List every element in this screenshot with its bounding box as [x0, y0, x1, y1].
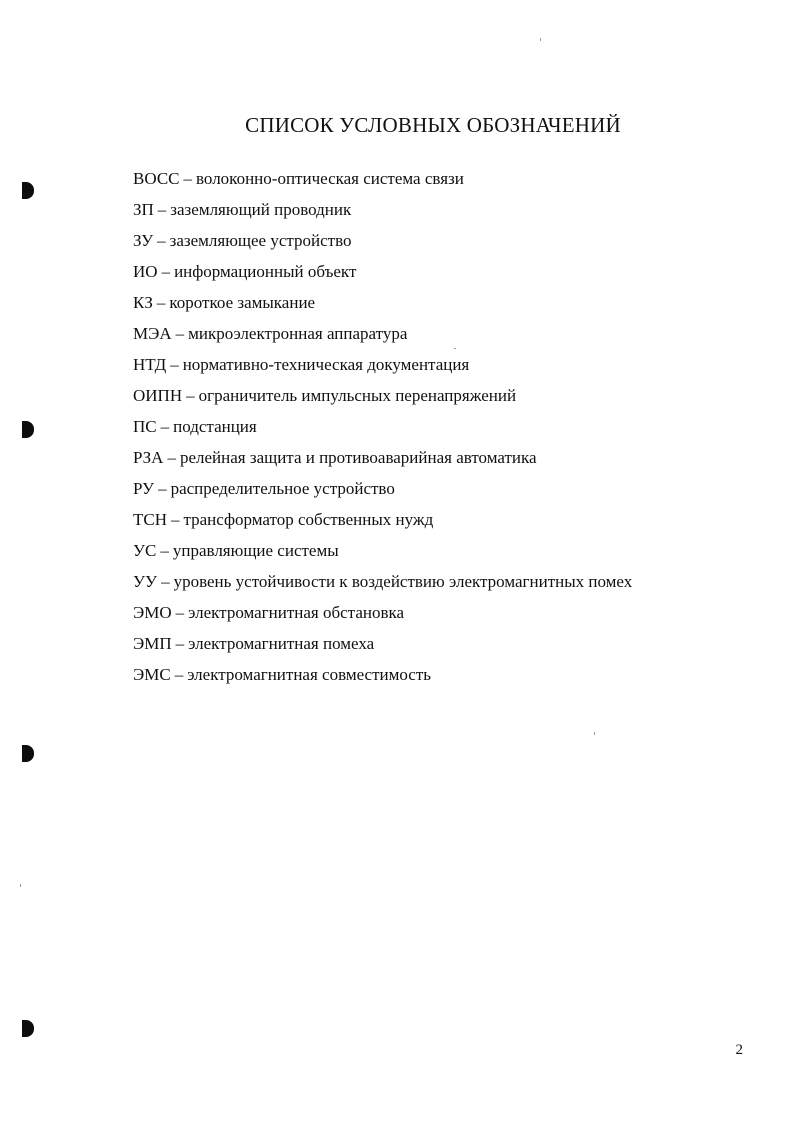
- abbreviation-entry: [133, 446, 632, 477]
- abbreviation-entry: [133, 167, 632, 198]
- abbreviation-dash: –: [161, 262, 171, 281]
- abbreviation-term: РЗА: [133, 448, 164, 467]
- abbreviation-entry: [133, 384, 632, 415]
- abbreviation-definition: информационный объект: [174, 262, 357, 281]
- abbreviation-term: КЗ: [133, 293, 153, 312]
- abbreviation-entry: [133, 322, 632, 353]
- abbreviation-definition: волоконно-оптическая система связи: [196, 169, 464, 188]
- abbreviation-dash: –: [158, 479, 167, 498]
- abbreviation-entry: [133, 198, 632, 229]
- abbreviation-entry: [133, 477, 632, 508]
- page-title: СПИСОК УСЛОВНЫХ ОБОЗНАЧЕНИЙ: [245, 113, 621, 137]
- abbreviation-entry: [133, 601, 632, 632]
- abbreviation-term: ЗП: [133, 200, 154, 219]
- abbreviation-definition: микроэлектронная аппаратура: [188, 324, 408, 343]
- punch-hole-mark: [22, 745, 34, 762]
- abbreviation-entry: [133, 229, 632, 260]
- abbreviation-definition: заземляющее устройство: [169, 231, 352, 250]
- abbreviation-dash: –: [171, 510, 180, 529]
- abbreviation-dash: –: [186, 386, 195, 405]
- abbreviation-definition: уровень устойчивости к воздействию электромагнитных помех: [173, 572, 633, 591]
- abbreviation-dash: –: [161, 572, 170, 591]
- abbreviation-term: ПС: [133, 417, 157, 436]
- punch-hole-mark: [22, 421, 34, 438]
- abbreviation-definition: подстанция: [173, 417, 257, 436]
- abbreviation-term: УС: [133, 541, 157, 560]
- abbreviation-definition: нормативно-техническая документация: [182, 355, 470, 374]
- abbreviation-term: ОИПН: [133, 386, 183, 405]
- abbreviation-definition: электромагнитная совместимость: [187, 665, 432, 684]
- abbreviation-entry: [133, 353, 632, 384]
- abbreviation-entry: [133, 663, 632, 694]
- abbreviation-dash: –: [167, 448, 176, 467]
- abbreviation-dash: –: [160, 417, 170, 436]
- abbreviation-definition: ограничитель импульсных перенапряжений: [198, 386, 517, 405]
- scan-speck: [540, 38, 541, 41]
- abbreviation-dash: –: [170, 355, 179, 374]
- abbreviation-term: РУ: [133, 479, 155, 498]
- abbreviation-term: ТСН: [133, 510, 167, 529]
- abbreviation-definition: трансформатор собственных нужд: [183, 510, 434, 529]
- abbreviation-definition: распределительное устройство: [170, 479, 395, 498]
- punch-hole-mark: [22, 1020, 34, 1037]
- scan-speck: [594, 732, 595, 735]
- abbreviation-definition: управляющие системы: [172, 541, 339, 560]
- abbreviation-entry: [133, 570, 632, 601]
- abbreviation-term: ЭМП: [133, 634, 172, 653]
- abbreviation-definition: электромагнитная помеха: [188, 634, 375, 653]
- abbreviation-definition: короткое замыкание: [169, 293, 316, 312]
- abbreviation-term: МЭА: [133, 324, 172, 343]
- scan-speck: [20, 884, 21, 887]
- abbreviation-entry: [133, 632, 632, 663]
- abbreviation-dash: –: [157, 231, 166, 250]
- abbreviation-dash: –: [175, 634, 185, 653]
- abbreviation-dash: –: [160, 541, 169, 560]
- abbreviation-term: ИО: [133, 262, 158, 281]
- punch-hole-mark: [22, 182, 34, 199]
- abbreviation-entry: [133, 539, 632, 570]
- abbreviation-dash: –: [183, 169, 193, 188]
- abbreviation-term: ЭМО: [133, 603, 172, 622]
- abbreviation-term: ВОСС: [133, 169, 180, 188]
- abbreviation-entry: [133, 260, 632, 291]
- page-number: 2: [735, 1042, 743, 1058]
- abbreviation-dash: –: [156, 293, 166, 312]
- abbreviation-definition: релейная защита и противоаварийная автоматика: [179, 448, 537, 467]
- abbreviation-definition: заземляющий проводник: [170, 200, 352, 219]
- abbreviation-term: ЭМС: [133, 665, 171, 684]
- abbreviation-entry: [133, 508, 632, 539]
- abbreviation-definition: электромагнитная обстановка: [188, 603, 405, 622]
- abbreviation-dash: –: [175, 603, 185, 622]
- abbreviation-dash: –: [157, 200, 167, 219]
- abbreviation-term: ЗУ: [133, 231, 154, 250]
- scan-speck: [454, 348, 456, 349]
- abbreviation-dash: –: [174, 665, 184, 684]
- abbreviation-term: НТД: [133, 355, 167, 374]
- abbreviation-list: [133, 167, 632, 694]
- abbreviation-entry: [133, 291, 632, 322]
- abbreviation-term: УУ: [133, 572, 158, 591]
- abbreviation-dash: –: [175, 324, 185, 343]
- abbreviation-entry: [133, 415, 632, 446]
